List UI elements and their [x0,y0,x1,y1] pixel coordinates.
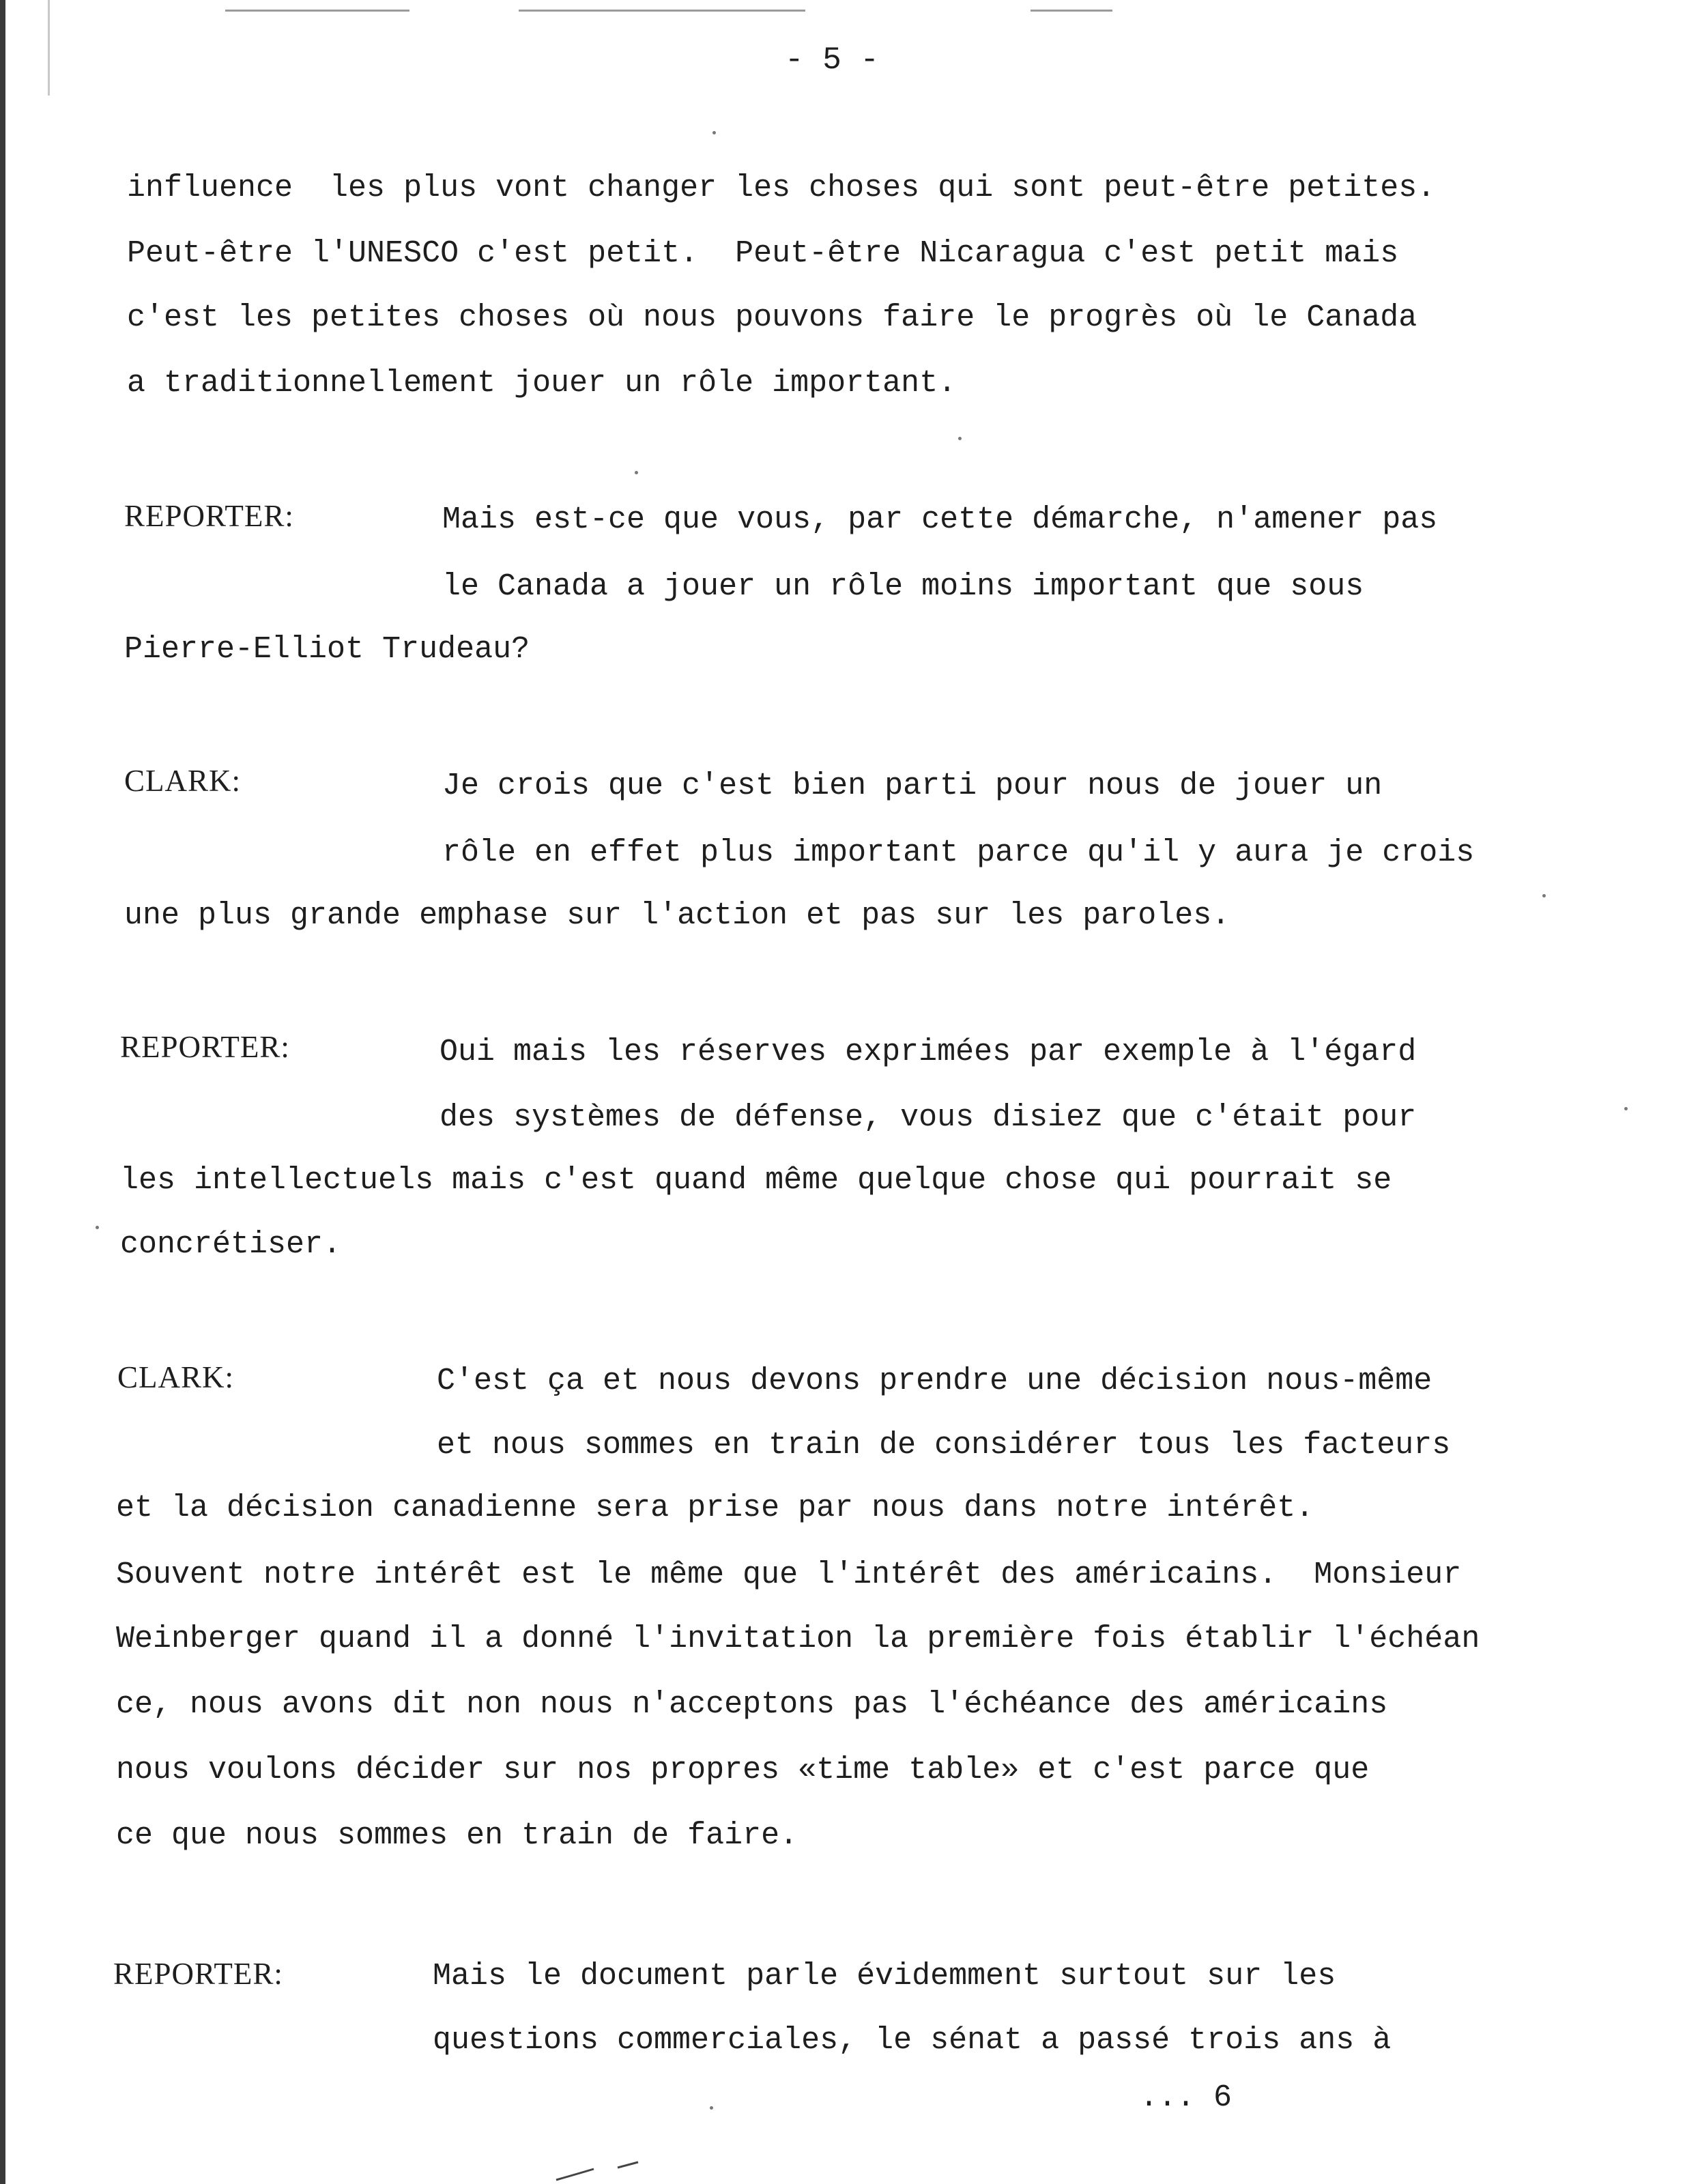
text-line: ce que nous sommes en train de faire. [116,1818,798,1853]
top-rule [1031,10,1112,12]
text-line: a traditionnellement jouer un rôle important. [127,366,957,401]
scan-speck [635,471,638,474]
text-line: Weinberger quand il a donné l'invitation la première fois établir l'échéan [116,1622,1480,1656]
pen-mark [553,2157,662,2184]
text-line: concrétiser. [120,1227,342,1262]
speaker-label: CLARK: [117,1360,235,1394]
scan-speck [96,1226,99,1229]
text-line: nous voulons décider sur nos propres «time table» et c'est parce que [116,1753,1370,1787]
top-rule [225,10,409,12]
scan-speck [1624,1107,1628,1110]
text-line: Souvent notre intérêt est le même que l'intérêt des américains. Monsieur [116,1557,1462,1592]
speaker-label: REPORTER: [124,499,294,533]
scan-speck [958,437,962,440]
text-line: Je crois que c'est bien parti pour nous de jouer un [442,768,1383,803]
text-line: Oui mais les réserves exprimées par exemple à l'égard [440,1035,1417,1069]
text-line: des systèmes de défense, vous disiez que c'était pour [440,1100,1417,1135]
text-line: rôle en effet plus important parce qu'il y aura je crois [442,835,1475,870]
text-line: Mais est-ce que vous, par cette démarche, n'amener pas [442,502,1438,537]
text-line: une plus grande emphase sur l'action et pas sur les paroles. [124,898,1230,933]
text-line: c'est les petites choses où nous pouvons faire le progrès où le Canada [127,300,1417,335]
text-line: Mais le document parle évidemment surtout sur les [433,1959,1336,1994]
text-line: le Canada a jouer un rôle moins important que sous [442,569,1364,604]
text-line: Pierre-Elliot Trudeau? [124,632,530,667]
text-line: questions commerciales, le sénat a passé trois ans à [433,2023,1392,2058]
text-line: et la décision canadienne sera prise par nous dans notre intérêt. [116,1491,1314,1525]
continuation-marker: ... 6 [1140,2080,1233,2115]
text-line: ce, nous avons dit non nous n'acceptons pas l'échéance des américains [116,1687,1388,1722]
scan-margin-mark [48,0,50,96]
scan-speck [712,131,716,134]
top-rule [519,10,805,12]
speaker-label: REPORTER: [120,1030,290,1064]
scan-left-edge [0,0,5,2184]
page-number: - 5 - [785,42,880,78]
speaker-label: CLARK: [124,764,242,798]
speaker-label: REPORTER: [113,1957,283,1991]
scan-speck [710,2106,713,2110]
text-line: et nous sommes en train de considérer tous les facteurs [437,1428,1451,1463]
text-line: influence les plus vont changer les choses qui sont peut-être petites. [127,171,1436,205]
text-line: Peut-être l'UNESCO c'est petit. Peut-être Nicaragua c'est petit mais [127,236,1399,271]
scan-speck [1542,894,1546,897]
text-line: C'est ça et nous devons prendre une décision nous-même [437,1364,1432,1398]
text-line: les intellectuels mais c'est quand même quelque chose qui pourrait se [120,1163,1392,1198]
